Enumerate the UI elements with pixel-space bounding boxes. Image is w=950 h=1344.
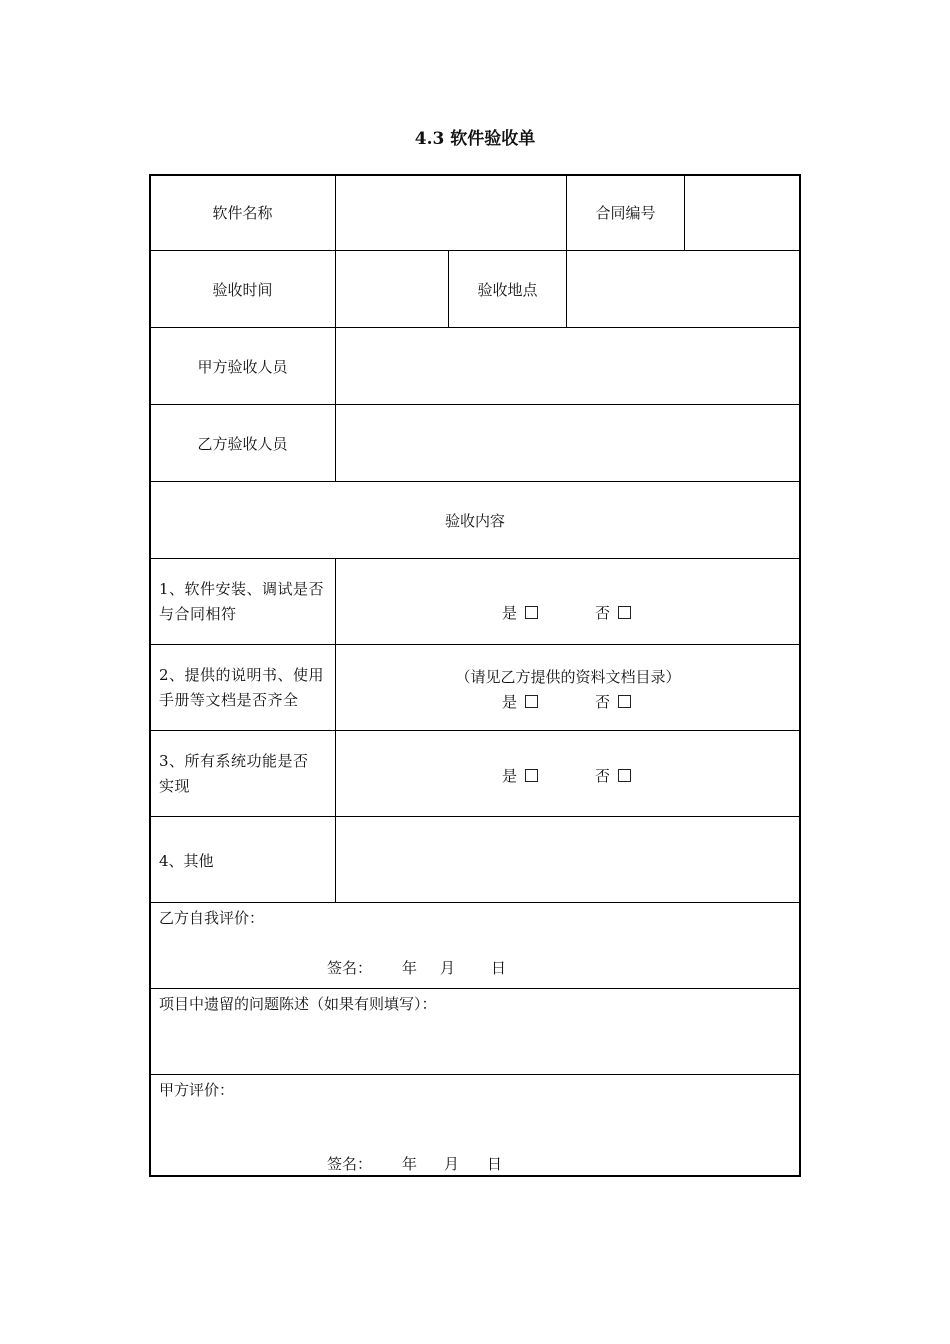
party-b-staff-field[interactable] bbox=[336, 405, 800, 481]
party-b-eval-label: 乙方自我评价： bbox=[159, 909, 265, 927]
sign-month: 月 bbox=[444, 1155, 460, 1173]
checkbox-icon bbox=[618, 695, 631, 708]
item-label: 4、其他 bbox=[159, 852, 214, 870]
checkbox-icon bbox=[525, 769, 538, 782]
accept-place-field[interactable] bbox=[567, 251, 800, 327]
no-checkbox[interactable]: 否 bbox=[595, 602, 631, 623]
yes-checkbox[interactable]: 是 bbox=[502, 602, 538, 623]
software-name-field[interactable] bbox=[336, 175, 566, 250]
software-name-label: 软件名称 bbox=[212, 204, 273, 222]
accept-place-label: 验收地点 bbox=[477, 280, 538, 299]
contract-no-field[interactable] bbox=[685, 175, 800, 250]
no-checkbox[interactable]: 否 bbox=[595, 691, 631, 712]
accept-time-field[interactable] bbox=[336, 251, 448, 327]
sign-label: 签名： bbox=[327, 1155, 373, 1173]
sign-year: 年 bbox=[402, 1155, 418, 1173]
sign-month: 月 bbox=[440, 959, 456, 977]
row-divider bbox=[150, 644, 800, 645]
checkbox-icon bbox=[618, 769, 631, 782]
item-label: 2、提供的说明书、使用 手册等文档是否齐全 bbox=[159, 666, 325, 709]
party-a-staff-field[interactable] bbox=[336, 328, 800, 404]
item-label: 1、软件安装、调试是否 与合同相符 bbox=[159, 580, 325, 623]
checkbox-icon bbox=[618, 606, 631, 619]
row-divider bbox=[150, 1074, 800, 1075]
accept-time-label: 验收时间 bbox=[212, 280, 273, 299]
yes-checkbox[interactable]: 是 bbox=[502, 691, 538, 712]
checkbox-icon bbox=[525, 606, 538, 619]
row-divider bbox=[150, 988, 800, 989]
sign-year: 年 bbox=[402, 959, 418, 977]
content-header: 验收内容 bbox=[444, 511, 505, 530]
row-divider bbox=[150, 558, 800, 559]
page-title: 4.3 软件验收单 bbox=[414, 129, 536, 149]
sign-day: 日 bbox=[491, 959, 507, 977]
sign-label: 签名： bbox=[327, 959, 373, 977]
issues-label: 项目中遗留的问题陈述（如果有则填写）： bbox=[159, 995, 437, 1013]
item-label: 3、所有系统功能是否 实现 bbox=[159, 752, 309, 795]
party-a-eval-label: 甲方评价： bbox=[159, 1081, 235, 1099]
yes-checkbox[interactable]: 是 bbox=[502, 765, 538, 786]
contract-no-label: 合同编号 bbox=[595, 204, 656, 222]
other-field[interactable] bbox=[336, 817, 800, 902]
row-divider bbox=[150, 730, 800, 731]
no-checkbox[interactable]: 否 bbox=[595, 765, 631, 786]
checkbox-icon bbox=[525, 695, 538, 708]
party-b-staff-label: 乙方验收人员 bbox=[197, 434, 288, 453]
sign-day: 日 bbox=[487, 1155, 503, 1173]
item-note: （请见乙方提供的资料文档目录） bbox=[455, 668, 681, 686]
row-divider bbox=[150, 902, 800, 903]
party-a-staff-label: 甲方验收人员 bbox=[197, 357, 288, 376]
